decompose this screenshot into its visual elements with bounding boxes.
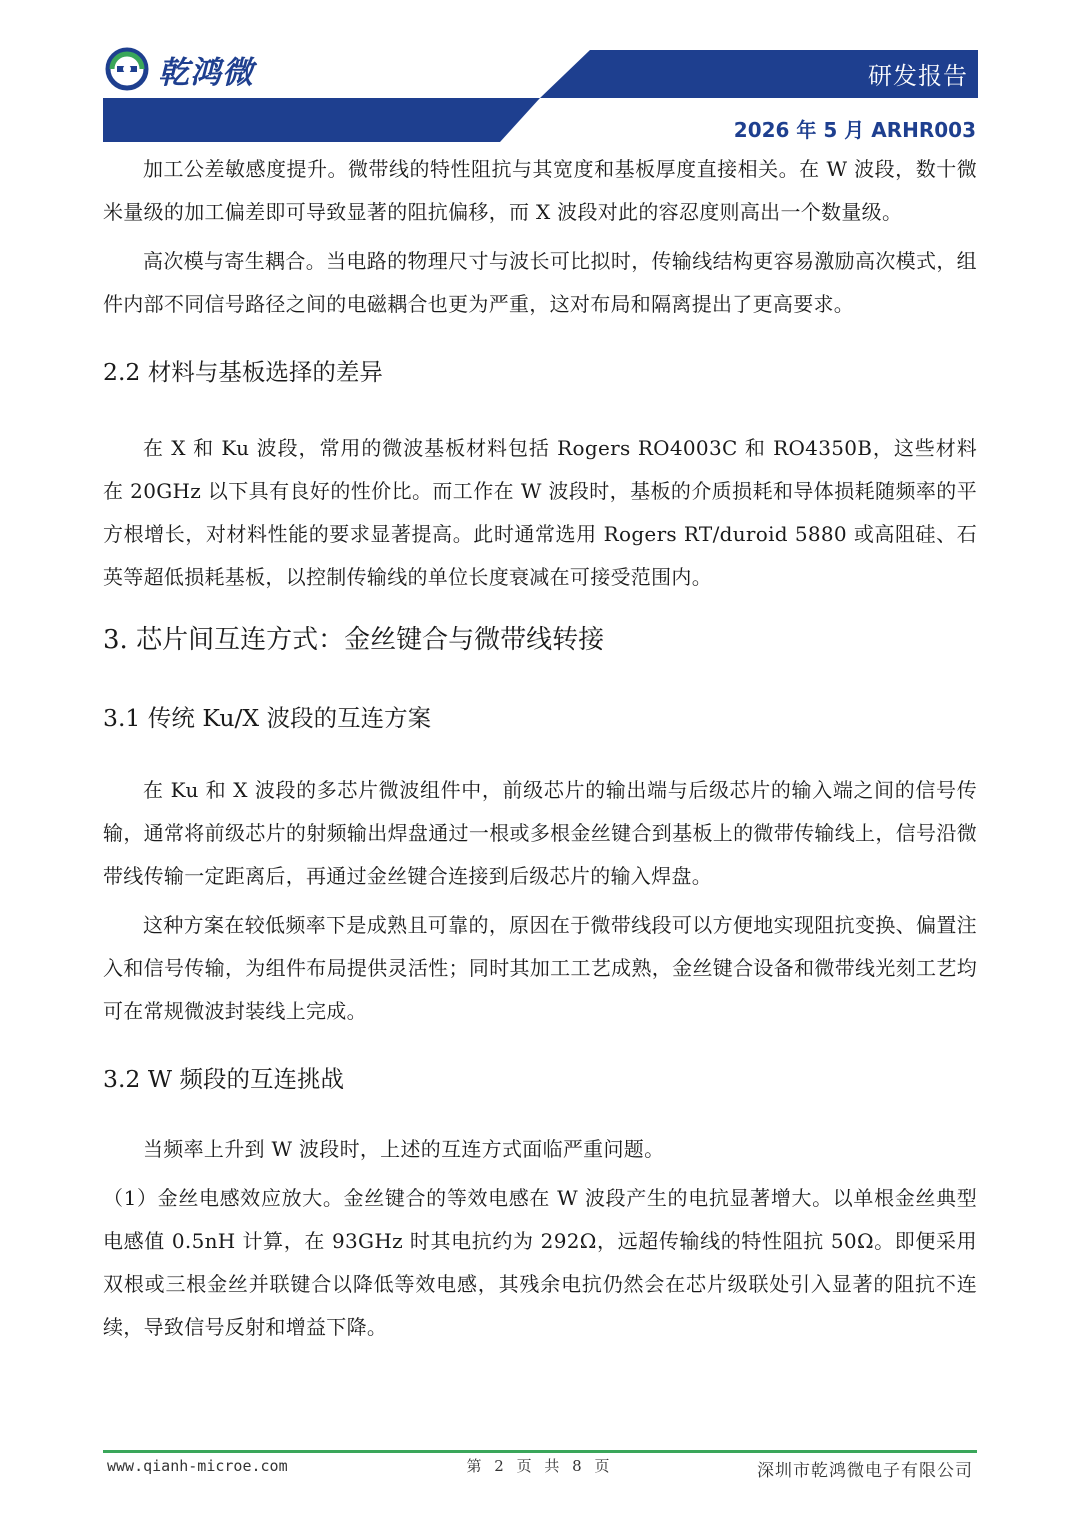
page-content (103, 148, 977, 1349)
logo-mark-icon (104, 46, 150, 92)
heading-3-2: 3.2 W 频段的互连挑战 (103, 1065, 344, 1093)
paragraph-ku-x-interconnect: 在 Ku 和 X 波段的多芯片微波组件中，前级芯片的输出端与后级芯片的输入端之间的信号传输，通常将前级芯片的射频输出焊盘通过一根或多根金丝键合到基板上的微带传输线上，信号沿微带线传输一定距离后，再通过金丝键合连接到后级芯片的输入焊盘。 (103, 778, 977, 888)
heading-3: 3. 芯片间互连方式：金丝键合与微带线转接 (103, 625, 605, 655)
footer-page-number: 第 2 页 共 8 页 (466, 1457, 614, 1475)
paragraph-bondwire-inductance: （1）金丝电感效应放大。金丝键合的等效电感在 W 波段产生的电抗显著增大。以单根金丝典型电感值 0.5nH 计算，在 93GHz 时其电抗约为 292Ω，远超传输线的特性阻抗 50Ω。即便采用双根或三根金丝并联键合以降低等效电感，其残余电抗仍然会在芯片级联处引入显著的阻抗不连续，导致信号反射和增益下降。 (103, 1186, 977, 1339)
heading-3-1: 3.1 传统 Ku/X 波段的互连方案 (103, 704, 432, 732)
footer-website: www.qianh-microe.com (107, 1457, 288, 1475)
paragraph-higher-modes: 高次模与寄生耦合。当电路的物理尺寸与波长可比拟时，传输线结构更容易激励高次模式，组件内部不同信号路径之间的电磁耦合也更为严重，这对布局和隔离提出了更高要求。 (103, 249, 977, 316)
paragraph-tolerance: 加工公差敏感度提升。微带线的特性阻抗与其宽度和基板厚度直接相关。在 W 波段，数十微米量级的加工偏差即可导致显著的阻抗偏移，而 X 波段对此的容忍度则高出一个数量级。 (103, 157, 977, 224)
document-type: 研发报告 (868, 62, 968, 90)
page-footer (103, 1455, 977, 1485)
paragraph-substrate: 在 X 和 Ku 波段，常用的微波基板材料包括 Rogers RO4003C 和 RO4350B，这些材料在 20GHz 以下具有良好的性价比。而工作在 W 波段时，基板的介质损耗和导体损耗随频率的平方根增长，对材料性能的要求显著提高。此时通常选用 Rogers RT/duroid 5880 或高阻硅、石英等超低损耗基板，以控制传输线的单位长度衰减在可接受范围内。 (103, 436, 977, 589)
paragraph-mature-scheme: 这种方案在较低频率下是成熟且可靠的，原因在于微带线段可以方便地实现阻抗变换、偏置注入和信号传输，为组件布局提供灵活性；同时其加工工艺成熟，金丝键合设备和微带线光刻工艺均可在常规微波封装线上完成。 (103, 913, 977, 1023)
document-date-code: 2026 年 5 月 ARHR003 (733, 118, 976, 142)
page-header (0, 0, 1080, 150)
footer-divider (103, 1450, 977, 1453)
footer-company: 深圳市乾鸿微电子有限公司 (757, 1461, 973, 1481)
logo-text: 乾鸿微 (158, 54, 254, 91)
paragraph-w-band-problem: 当频率上升到 W 波段时，上述的互连方式面临严重问题。 (143, 1137, 665, 1161)
company-logo (104, 46, 254, 92)
heading-2-2: 2.2 材料与基板选择的差异 (103, 358, 383, 386)
